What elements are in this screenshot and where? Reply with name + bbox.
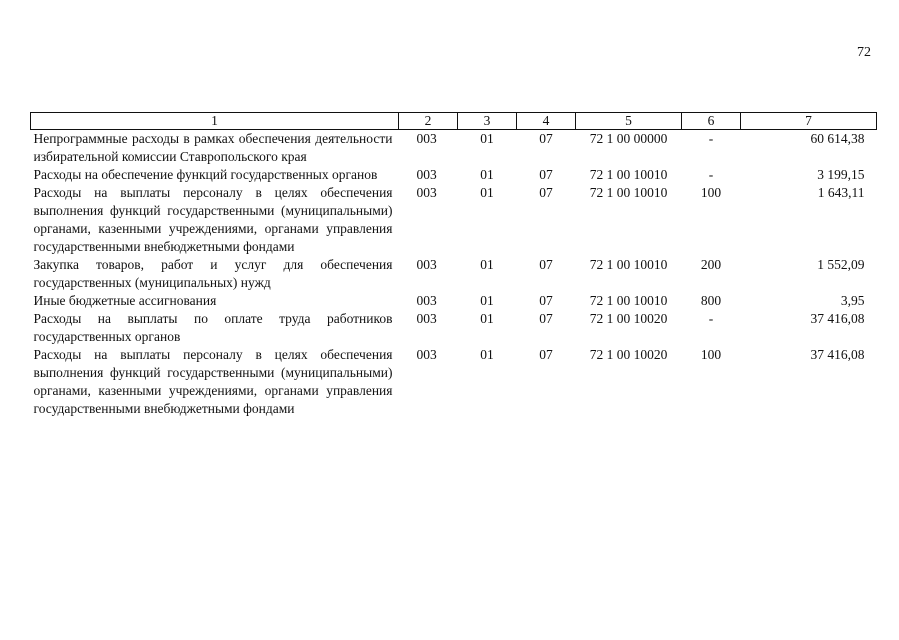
row-csr: 72 1 00 10020 [589, 311, 668, 326]
row-ved: 003 [416, 131, 437, 146]
row-vr: - [708, 167, 714, 182]
row-sum: 3 199,15 [817, 167, 865, 182]
row-rz: 01 [480, 293, 494, 308]
row-pr: 07 [539, 167, 553, 182]
table-row [31, 184, 877, 256]
row-vr: - [708, 311, 714, 326]
row-ved: 003 [416, 347, 437, 362]
table-body [31, 130, 877, 419]
row-vr: - [708, 131, 714, 146]
row-csr: 72 1 00 00000 [589, 131, 668, 146]
row-ved: 003 [416, 257, 437, 272]
row-csr: 72 1 00 10020 [589, 347, 668, 362]
table-row [31, 292, 877, 310]
row-ved: 003 [416, 311, 437, 326]
table-row [31, 130, 877, 167]
row-rz: 01 [480, 311, 494, 326]
row-rz: 01 [480, 257, 494, 272]
row-pr: 07 [539, 311, 553, 326]
header-col-2: 2 [399, 113, 458, 130]
row-vr: 200 [700, 257, 722, 272]
row-pr: 07 [539, 131, 553, 146]
page-number: 72 [857, 45, 871, 60]
row-rz: 01 [480, 167, 494, 182]
row-name: Расходы на выплаты персоналу в целях обеспечения выполнения функций государственными (муниципальными) органами, казенными учреждениями, органами управления государственными внебюджетными фондами [33, 185, 393, 254]
header-col-6: 6 [682, 113, 741, 130]
row-ved: 003 [416, 185, 437, 200]
row-name: Расходы на выплаты по оплате труда работников государственных органов [33, 311, 393, 344]
row-name: Непрограммные расходы в рамках обеспечения деятельности избирательной комиссии Ставропольского края [33, 131, 393, 164]
table-row [31, 256, 877, 292]
header-col-7: 7 [741, 113, 877, 130]
row-pr: 07 [539, 293, 553, 308]
header-col-5: 5 [576, 113, 682, 130]
header-row [31, 113, 877, 130]
row-sum: 60 614,38 [810, 131, 865, 146]
row-sum: 3,95 [840, 293, 865, 308]
row-pr: 07 [539, 257, 553, 272]
row-csr: 72 1 00 10010 [589, 185, 668, 200]
row-sum: 1 552,09 [817, 257, 865, 272]
row-sum: 37 416,08 [810, 347, 865, 362]
table-header [31, 113, 877, 130]
row-rz: 01 [480, 131, 494, 146]
header-col-4: 4 [517, 113, 576, 130]
row-csr: 72 1 00 10010 [589, 257, 668, 272]
row-sum: 1 643,11 [817, 185, 865, 200]
row-rz: 01 [480, 347, 494, 362]
row-vr: 800 [700, 293, 722, 308]
row-sum: 37 416,08 [810, 311, 865, 326]
row-ved: 003 [416, 293, 437, 308]
row-name: Расходы на выплаты персоналу в целях обеспечения выполнения функций государственными (муниципальными) органами, казенными учреждениями, органами управления государственными внебюджетными фондами [33, 347, 393, 416]
row-name: Расходы на обеспечение функций государственных органов [33, 167, 378, 182]
row-pr: 07 [539, 347, 553, 362]
header-col-1: 1 [31, 113, 399, 130]
row-vr: 100 [700, 347, 722, 362]
table-row [31, 346, 877, 418]
header-col-3: 3 [458, 113, 517, 130]
row-pr: 07 [539, 185, 553, 200]
table-row [31, 166, 877, 184]
row-ved: 003 [416, 167, 437, 182]
row-vr: 100 [700, 185, 722, 200]
row-rz: 01 [480, 185, 494, 200]
row-csr: 72 1 00 10010 [589, 293, 668, 308]
row-csr: 72 1 00 10010 [589, 167, 668, 182]
row-name: Закупка товаров, работ и услуг для обеспечения государственных (муниципальных) нужд [33, 257, 393, 290]
table-row [31, 310, 877, 346]
row-name: Иные бюджетные ассигнования [33, 293, 217, 308]
budget-table [30, 112, 877, 418]
